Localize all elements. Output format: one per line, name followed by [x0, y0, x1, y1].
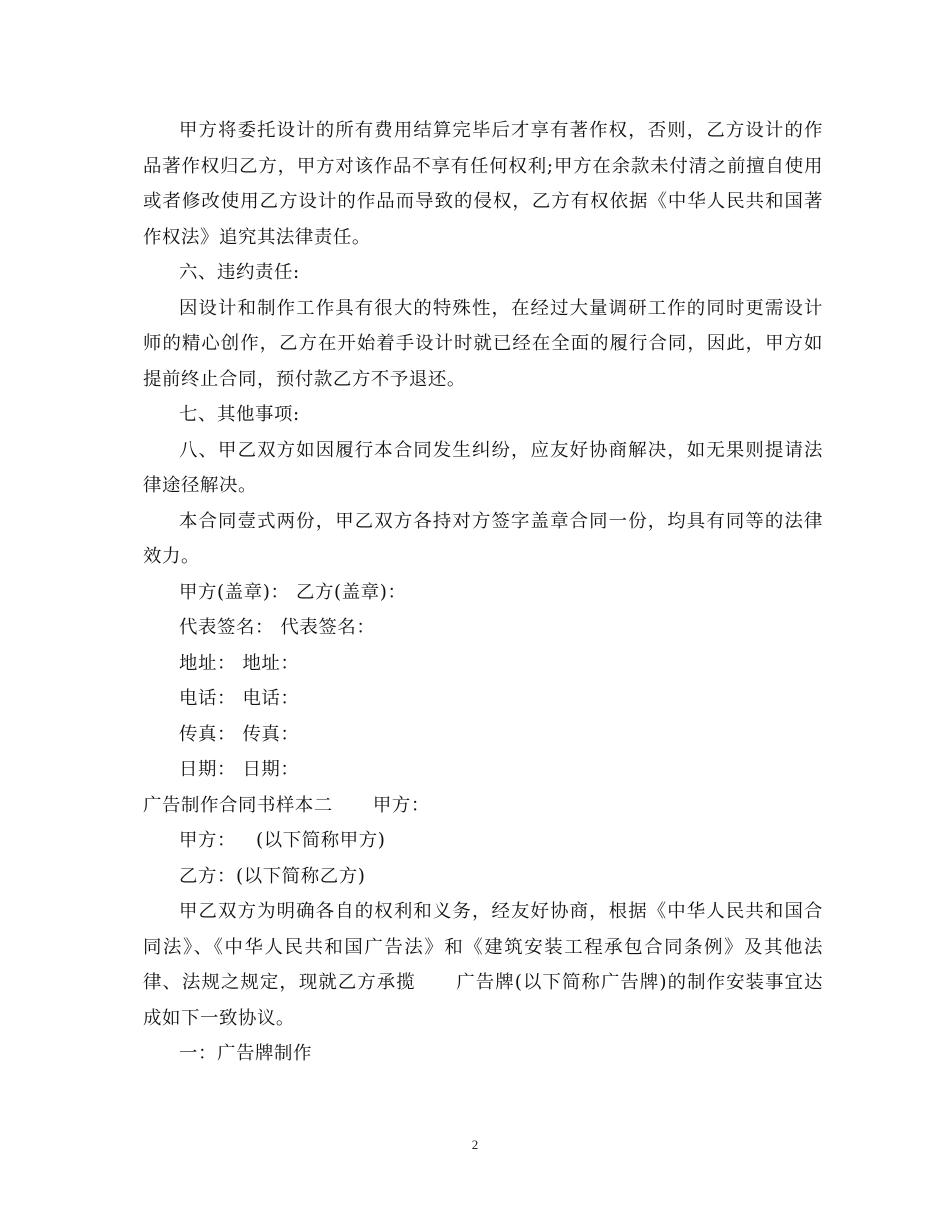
seal-line [143, 575, 823, 611]
party-a-line [143, 823, 823, 859]
other-matters-heading: 七、其他事项: [179, 404, 300, 425]
party-b-fax-label: 传真： [242, 723, 300, 745]
document-body [143, 113, 823, 1072]
party-b-label: 乙方： [179, 865, 236, 887]
breach-paragraph: 因设计和制作工作具有很大的特殊性，在经过大量调研工作的同时更需设计师的精心创作，乙方在开始着手设计时就已经在全面的履行合同，因此，甲方如提前终止合同，预付款乙方不予退还。 [143, 297, 823, 390]
party-a-note: (以下简称甲方) [255, 830, 386, 851]
intro-paragraph [143, 894, 823, 1036]
section-one-heading: 一：广告牌制作 [179, 1043, 312, 1064]
sample-two-heading-line [143, 788, 823, 824]
date-line [143, 752, 823, 788]
sample-two-heading-party: 甲方： [372, 794, 430, 816]
party-b-line [143, 859, 823, 895]
party-b-phone-label: 电话： [242, 688, 300, 709]
party-b-rep-label: 代表签名： [280, 617, 376, 638]
address-line [143, 646, 823, 682]
party-a-date-label: 日期： [179, 759, 236, 780]
party-a-rep-label: 代表签名： [179, 617, 274, 638]
sample-two-heading: 广告制作合同书样本二 [143, 794, 333, 816]
breach-heading: 六、违约责任: [179, 262, 300, 283]
party-b-date-label: 日期： [242, 759, 300, 780]
representative-line [143, 610, 823, 646]
phone-line [143, 681, 823, 717]
fax-line [143, 717, 823, 753]
party-a-address-label: 地址： [179, 652, 236, 674]
dispute-paragraph: 八、甲乙双方如因履行本合同发生纠纷，应友好协商解决，如无果则提请法律途径解决。 [143, 439, 823, 496]
party-b-note: (以下简称乙方) [235, 865, 366, 887]
party-a-phone-label: 电话： [179, 688, 236, 709]
party-b-address-label: 地址： [242, 652, 300, 674]
page-number: 2 [471, 1137, 479, 1152]
party-a-label: 甲方： [179, 830, 236, 851]
intro-text-part2: 广告牌(以下简称广告牌)的制作安装事宜达成如下一致协议。 [143, 972, 823, 1029]
copyright-paragraph: 甲方将委托设计的所有费用结算完毕后才享有著作权，否则，乙方设计的作品著作权归乙方，甲方对该作品不享有任何权利;甲方在余款未付清之前擅自使用或者修改使用乙方设计的作品而导致的侵权，乙方有权依据《中华人民共和国著作权法》追究其法律责任。 [143, 120, 823, 248]
party-b-seal-label: 乙方(盖章)： [295, 581, 407, 603]
party-a-seal-label: 甲方(盖章)： [179, 581, 290, 603]
party-a-fax-label: 传真： [179, 723, 236, 745]
intro-text-part1: 甲乙双方为明确各自的权利和义务，经友好协商，根据《中华人民共和国合同法》、《中华人民共和国广告法》和《建筑安装工程承包合同条例》及其他法律、法规之规定，现就乙方承揽 [143, 901, 823, 993]
copies-paragraph: 本合同壹式两份，甲乙双方各持对方签字盖章合同一份，均具有同等的法律效力。 [143, 510, 823, 567]
